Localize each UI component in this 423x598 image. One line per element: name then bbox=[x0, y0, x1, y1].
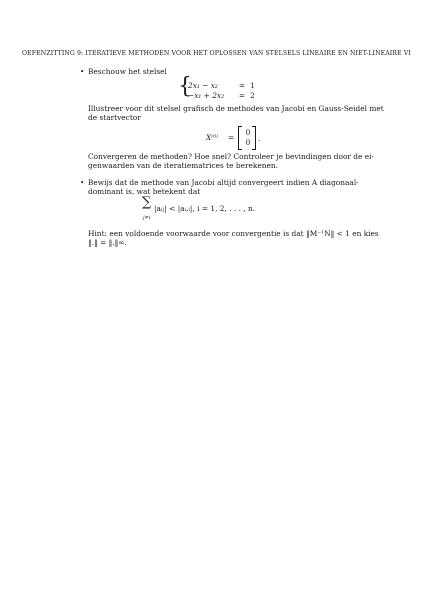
left-bracket-icon bbox=[238, 126, 242, 150]
start-vector-label: X⁽⁰⁾ bbox=[206, 133, 218, 142]
equation-2-lhs: −x₁ + 2x₂ bbox=[188, 91, 225, 100]
bullet-icon: • bbox=[80, 178, 85, 187]
page-header: OEFENZITTING 9: ITERATIEVE METHODEN VOOR HET OPLOSSEN VAN STELSELS LINEAIRE EN NIET-LINEAIRE VI bbox=[22, 50, 411, 57]
start-vector-equals: = bbox=[228, 133, 235, 142]
exercise-1-question-1: Convergeren de methoden? Hoe snel? Controleer je bevindingen door de ei- bbox=[88, 152, 374, 161]
vector-entry-2: 0 bbox=[245, 138, 251, 147]
sigma-icon: ∑ bbox=[142, 195, 152, 210]
vector-entry-1: 0 bbox=[245, 128, 251, 137]
vector-period: . bbox=[258, 134, 261, 143]
equation-2-equals: = bbox=[238, 91, 246, 100]
sum-expression: |aᵢⱼ| < |aᵢ,ᵢ|, i = 1, 2, . . . , n. bbox=[154, 204, 256, 213]
start-vector bbox=[206, 126, 410, 150]
exercise-1-intro: Beschouw het stelsel bbox=[88, 67, 167, 76]
equation-1-equals: = bbox=[238, 81, 246, 90]
hint-line-1: Hint: een voldoende voorwaarde voor convergentie is dat ‖M⁻¹N‖ < 1 en kies bbox=[88, 229, 379, 238]
equation-2-rhs: 2 bbox=[250, 91, 255, 100]
sum-subscript: j≠i bbox=[143, 215, 151, 221]
exercise-1-line-1: Illustreer voor dit stelsel grafisch de methodes van Jacobi en Gauss-Seidel met bbox=[88, 104, 384, 113]
equation-1-rhs: 1 bbox=[250, 81, 255, 90]
exercise-item-1 bbox=[80, 67, 410, 170]
exercise-content bbox=[80, 67, 410, 247]
bullet-icon: • bbox=[80, 67, 85, 76]
hint-line-2: ‖.‖ = ‖.‖∞. bbox=[88, 238, 127, 247]
exercise-item-2 bbox=[80, 178, 410, 247]
exercise-2-line-2: dominant is, wat betekent dat bbox=[88, 187, 201, 196]
equation-system bbox=[178, 74, 298, 101]
exercise-2-line-1: Bewijs dat de methode van Jacobi altijd convergeert indien A diagonaal- bbox=[88, 178, 359, 187]
exercise-1-line-2: de startvector bbox=[88, 113, 141, 122]
equation-1-lhs: 2x₁ − x₂ bbox=[188, 81, 218, 90]
left-brace-icon: { bbox=[178, 74, 192, 99]
exercise-1-question-2: genwaarden van de iteratiematrices te berekenen. bbox=[88, 161, 278, 170]
equation-row-1 bbox=[188, 81, 260, 90]
right-bracket-icon bbox=[252, 126, 256, 150]
diagonal-dominance-formula bbox=[140, 195, 410, 227]
equation-row-2 bbox=[188, 91, 260, 100]
